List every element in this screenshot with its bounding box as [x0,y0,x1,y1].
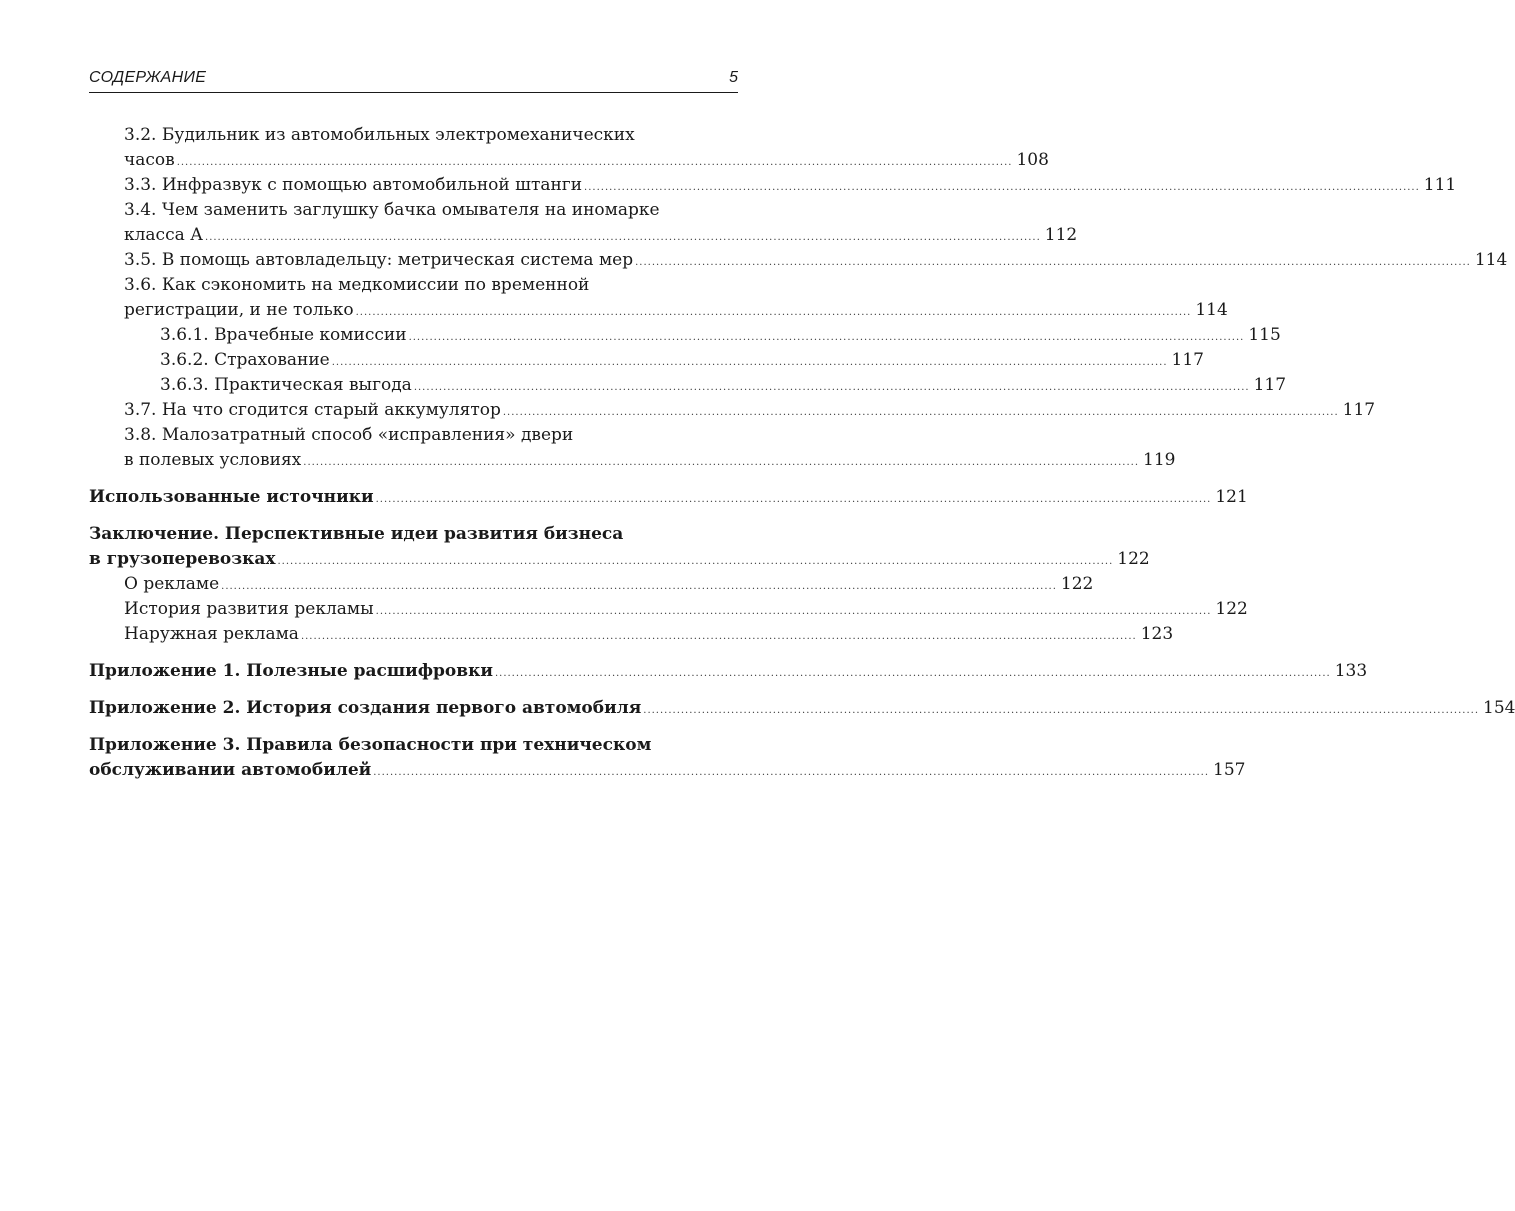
dot-leader: ........................................................................................................................................................................................................ [205,232,1041,243]
toc-page-number: 117 [1171,350,1204,370]
dot-leader: ........................................................................................................................................................................................................ [355,307,1192,318]
toc-entry[interactable] [89,696,1515,721]
dot-leader: ........................................................................................................................................................................................................ [375,606,1212,617]
toc-entry-text: 3.5. В помощь автовладельцу: метрическая система мер [124,250,634,270]
toc-page-number: 133 [1334,661,1368,681]
toc-entry-text: в грузоперевозках [89,549,276,569]
toc-page-number: 112 [1044,225,1078,245]
dot-leader: ........................................................................................................................................................................................................ [277,556,1114,567]
toc-entry-line [89,522,738,547]
toc-page-number: 111 [1423,175,1457,195]
toc-page-number: 115 [1248,325,1281,345]
toc-entry[interactable] [89,348,1204,373]
toc-entry-line [89,758,1246,783]
table-of-contents [89,123,1515,783]
toc-entry-line [124,298,1228,323]
toc-entry[interactable] [89,273,1228,323]
toc-entry[interactable] [89,373,1287,398]
dot-leader: ........................................................................................................................................................................................................ [502,407,1339,418]
dot-leader: ........................................................................................................................................................................................................ [331,357,1168,368]
toc-entry-line [160,323,1281,348]
toc-entry-text: 3.2. Будильник из автомобильных электромеханических [124,125,635,145]
toc-entry[interactable] [89,733,1246,783]
toc-entry[interactable] [89,423,1176,473]
toc-entry-line [124,123,738,148]
dot-leader: ........................................................................................................................................................................................................ [221,581,1057,592]
header-title: СОДЕРЖАНИЕ [89,69,207,86]
dot-leader: ........................................................................................................................................................................................................ [413,382,1250,393]
toc-entry-text: часов [124,150,175,170]
toc-entry-text: обслуживании автомобилей [89,760,372,780]
toc-entry-line [89,547,1150,572]
toc-entry-text: Приложение 1. Полезные расшифровки [89,661,493,681]
toc-entry-line [124,173,1457,198]
toc-entry-text: 3.7. На что сгодится старый аккумулятор [124,400,501,420]
running-header [89,66,738,93]
toc-entry-text: регистрации, и не только [124,300,354,320]
toc-entry-line [89,659,1368,684]
toc-entry-text: 3.3. Инфразвук с помощью автомобильной штанги [124,175,583,195]
toc-entry[interactable] [89,659,1368,684]
toc-entry-text: 3.6.1. Врачебные комиссии [160,325,407,345]
toc-page-number: 117 [1253,375,1287,395]
toc-page-number: 123 [1140,624,1174,644]
toc-entry[interactable] [89,398,1376,423]
toc-page-number: 121 [1215,487,1248,507]
dot-leader: ........................................................................................................................................................................................................ [373,767,1209,778]
toc-page-number: 114 [1195,300,1228,320]
toc-entry-line [124,148,1049,173]
toc-page-number: 114 [1474,250,1508,270]
toc-entry[interactable] [89,572,1094,597]
toc-entry-text: 3.6.3. Практическая выгода [160,375,412,395]
dot-leader: ........................................................................................................................................................................................................ [643,705,1480,716]
toc-entry-line [89,485,1248,510]
toc-entry-text: Приложение 2. История создания первого автомобиля [89,698,642,718]
dot-leader: ........................................................................................................................................................................................................ [176,157,1013,168]
toc-entry-line [160,348,1204,373]
toc-page-number: 157 [1213,760,1246,780]
dot-leader: ........................................................................................................................................................................................................ [375,494,1212,505]
dot-leader: ........................................................................................................................................................................................................ [635,257,1471,268]
toc-entry-text: в полевых условиях [124,450,302,470]
toc-entry[interactable] [89,248,1508,273]
dot-leader: ........................................................................................................................................................................................................ [303,457,1140,468]
dot-leader: ........................................................................................................................................................................................................ [300,631,1137,642]
toc-entry-line [160,373,1287,398]
toc-entry[interactable] [89,323,1281,348]
toc-entry[interactable] [89,522,1150,572]
toc-entry-line [124,597,1248,622]
toc-entry-line [89,696,1515,721]
toc-page-number: 122 [1215,599,1248,619]
dot-leader: ........................................................................................................................................................................................................ [408,332,1245,343]
toc-entry-text: Заключение. Перспективные идеи развития бизнеса [89,524,624,544]
toc-page-number: 122 [1060,574,1094,594]
toc-page-number: 119 [1143,450,1176,470]
toc-entry-text: Приложение 3. Правила безопасности при техническом [89,735,652,755]
toc-entry-text: 3.4. Чем заменить заглушку бачка омывателя на иномарке [124,200,660,220]
toc-entry-line [124,572,1094,597]
toc-entry-line [124,198,738,223]
toc-page-number: 154 [1483,698,1515,718]
toc-entry-line [124,423,738,448]
toc-entry[interactable] [89,173,1457,198]
toc-entry-text: 3.6. Как сэкономить на медкомиссии по временной [124,275,590,295]
dot-leader: ........................................................................................................................................................................................................ [494,668,1331,679]
toc-entry[interactable] [89,123,1049,173]
header-page-number: 5 [729,69,738,86]
toc-entry-line [124,448,1176,473]
toc-entry-line [124,273,738,298]
toc-entry-text: 3.8. Малозатратный способ «исправления» двери [124,425,574,445]
toc-entry[interactable] [89,485,1248,510]
toc-entry-line [124,398,1376,423]
toc-entry-text: Использованные источники [89,487,374,507]
toc-entry-line [124,622,1174,647]
toc-page-number: 108 [1016,150,1049,170]
toc-entry-line [124,223,1078,248]
toc-entry-text: класса А [124,225,204,245]
toc-page-number: 117 [1342,400,1376,420]
toc-entry-text: О рекламе [124,574,220,594]
toc-entry[interactable] [89,597,1248,622]
toc-entry-line [124,248,1508,273]
toc-entry-text: История развития рекламы [124,599,374,619]
toc-entry[interactable] [89,198,1078,248]
toc-page-number: 122 [1117,549,1150,569]
toc-entry-text: 3.6.2. Страхование [160,350,330,370]
toc-entry-text: Наружная реклама [124,624,299,644]
dot-leader: ........................................................................................................................................................................................................ [584,182,1420,193]
toc-entry[interactable] [89,622,1174,647]
toc-entry-line [89,733,738,758]
